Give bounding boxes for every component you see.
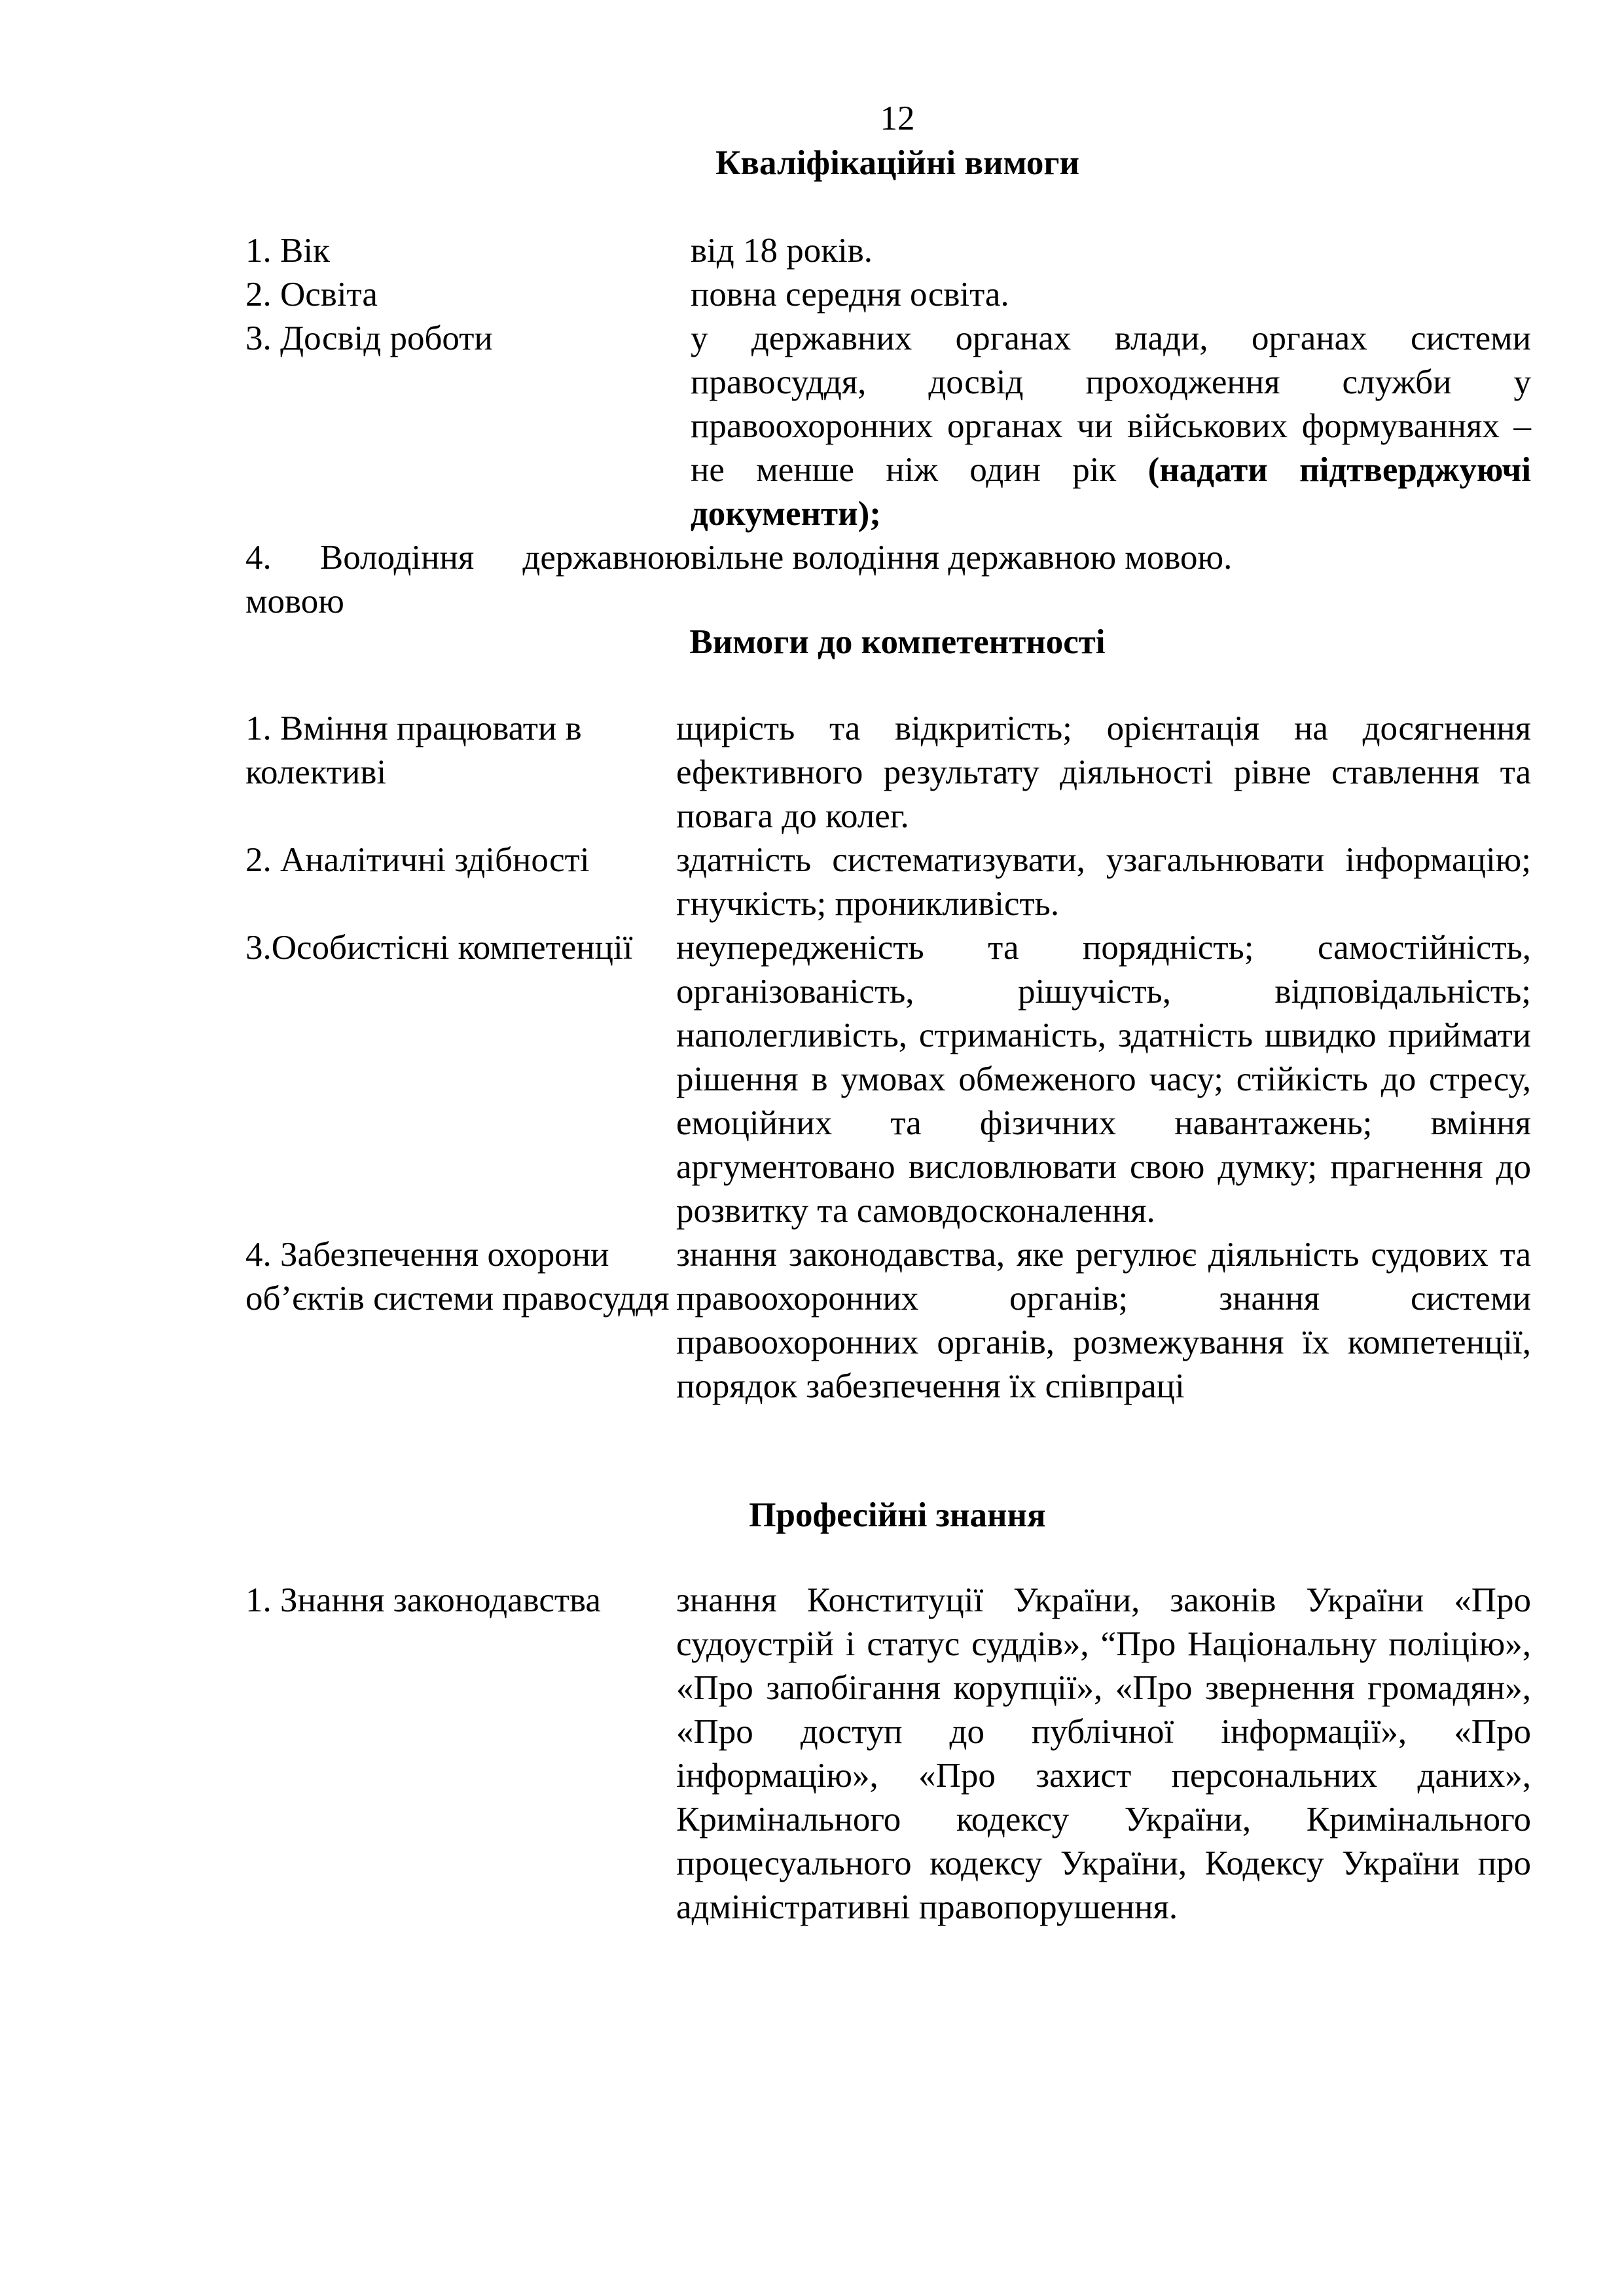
qualification-label: 4. Володіння державною мовою (245, 539, 691, 620)
competence-row (245, 838, 1531, 926)
qualification-value-note: (надати підтверджуючі документи); (691, 451, 1531, 533)
competence-value: здатність систематизувати, узагальнювати інформацію; гнучкість; проникливість. (676, 841, 1531, 923)
competence-label: 3.Особистісні компетенції (245, 929, 633, 967)
qualification-value (691, 317, 1531, 536)
competence-value: щирість та відкритість; орієнтація на досягнення ефективного результату діяльності рівне ставлення та повага до колег. (676, 709, 1531, 835)
qualification-label: 1. Вік (245, 232, 330, 270)
competence-label: 1. Вміння працювати в колективі (245, 709, 582, 791)
section-title-professional: Професійні знання (749, 1496, 1046, 1534)
professional-row (245, 1579, 1531, 1929)
section-title-qualification: Кваліфікаційні вимоги (715, 144, 1080, 182)
competence-row (245, 707, 1531, 838)
qualification-label: 3. Досвід роботи (245, 319, 493, 357)
competence-value: знання законодавства, яке регулює діяльність судових та правоохоронних органів; знання системи правоохоронних органів, розмежування їх компетенції, порядок забезпечення їх співпраці (676, 1236, 1531, 1405)
competence-value: неупередженість та порядність; самостійність, організованість, рішучість, відповідальність; наполегливість, стриманість, здатність швидко приймати рішення в умовах обмеженого часу; стійкість до стресу, емоційних та фізичних навантажень; вміння аргументовано висловлювати свою думку; прагнення до розвитку та самовдосконалення. (676, 929, 1531, 1230)
qualification-row (245, 536, 1531, 624)
competence-row (245, 1233, 1531, 1408)
section-title-competence: Вимоги до компетентності (689, 623, 1106, 661)
qualification-row (245, 229, 1531, 273)
page-number: 12 (880, 99, 915, 137)
competence-label: 2. Аналітичні здібності (245, 841, 590, 879)
qualification-table (245, 229, 1531, 624)
qualification-value: повна середня освіта. (691, 276, 1009, 314)
professional-table (245, 1579, 1531, 1929)
qualification-label: 2. Освіта (245, 276, 378, 314)
competence-table (245, 707, 1531, 1408)
professional-label: 1. Знання законодавства (245, 1581, 601, 1619)
qualification-row (245, 273, 1531, 317)
qualification-value: від 18 років. (691, 232, 873, 270)
qualification-row (245, 317, 1531, 536)
qualification-value: вільне володіння державною мовою. (691, 539, 1233, 577)
competence-label: 4. Забезпечення охорони об’єктів системи правосуддя (245, 1236, 670, 1318)
qualification-value-text: у державних органах влади, органах системи правосуддя, досвід проходження служби у правоохоронних органах чи військових формуваннях – не менше ніж один рік (691, 319, 1531, 489)
competence-row (245, 926, 1531, 1233)
professional-value: знання Конституції України, законів України «Про судоустрій і статус суддів», “Про Національну поліцію», «Про запобігання корупції», «Про звернення громадян», «Про доступ до публічної інформації», «Про інформацію», «Про захист персональних даних», Кримінального кодексу України, Кримінального процесуального кодексу України, Кодексу України про адміністративні правопорушення. (676, 1581, 1531, 1926)
